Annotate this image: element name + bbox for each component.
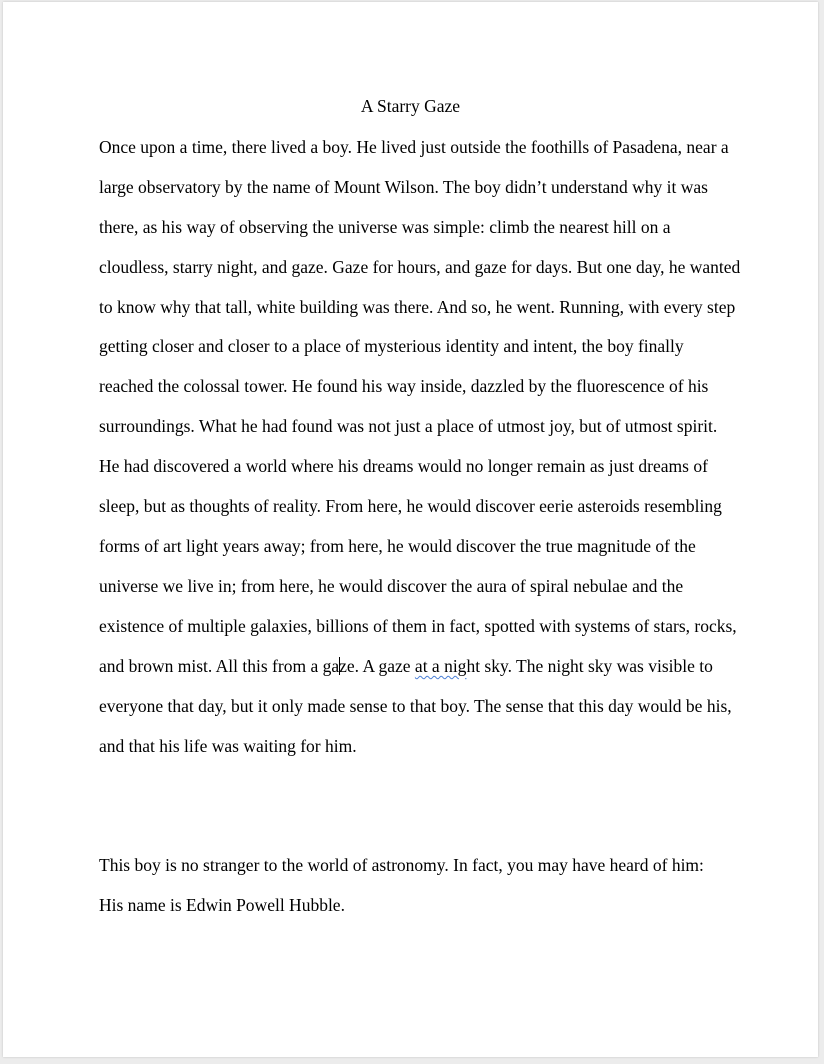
body-line[interactable]: existence of multiple galaxies, billions of them in fact, spotted with systems of stars, rocks,	[99, 616, 737, 636]
document-title[interactable]: A Starry Gaze	[360, 96, 461, 116]
body-line-with-caret[interactable]	[99, 656, 713, 677]
body-line[interactable]: forms of art light years away; from here, he would discover the true magnitude of the	[99, 536, 696, 556]
body-line[interactable]: universe we live in; from here, he would discover the aura of spiral nebulae and the	[99, 576, 684, 596]
body-line[interactable]: large observatory by the name of Mount Wilson. The boy didn’t understand why it was	[99, 177, 708, 197]
document-page[interactable]	[3, 2, 818, 1057]
body-line[interactable]: cloudless, starry night, and gaze. Gaze for hours, and gaze for days. But one day, he wanted	[99, 257, 741, 277]
body-line[interactable]: everyone that day, but it only made sense to that boy. The sense that this day would be his,	[99, 696, 732, 716]
body-line[interactable]: His name is Edwin Powell Hubble.	[99, 895, 345, 915]
body-line[interactable]: there, as his way of observing the universe was simple: climb the nearest hill on a	[99, 217, 671, 237]
body-line[interactable]: This boy is no stranger to the world of astronomy. In fact, you may have heard of him:	[99, 855, 704, 875]
line-text-segment: and brown mist. All this from a ga	[99, 656, 340, 676]
body-line[interactable]: and that his life was waiting for him.	[99, 736, 357, 756]
body-line[interactable]: to know why that tall, white building was there. And so, he went. Running, with every step	[99, 297, 736, 317]
line-text-segment: ht sky. The night sky was visible to	[466, 656, 713, 676]
line-text-segment: ze. A gaze	[339, 656, 415, 676]
body-line[interactable]: getting closer and closer to a place of mysterious identity and intent, the boy finally	[99, 336, 684, 356]
body-line[interactable]: Once upon a time, there lived a boy. He lived just outside the foothills of Pasadena, near a	[99, 137, 729, 157]
grammar-flag-underline[interactable]: at a nig	[414, 656, 467, 676]
body-line[interactable]: sleep, but as thoughts of reality. From here, he would discover eerie asteroids resembling	[99, 496, 722, 516]
body-line[interactable]: surroundings. What he had found was not just a place of utmost joy, but of utmost spirit.	[99, 416, 718, 436]
body-line[interactable]: He had discovered a world where his dreams would no longer remain as just dreams of	[99, 456, 708, 476]
body-line[interactable]: reached the colossal tower. He found his way inside, dazzled by the fluorescence of his	[99, 376, 709, 396]
